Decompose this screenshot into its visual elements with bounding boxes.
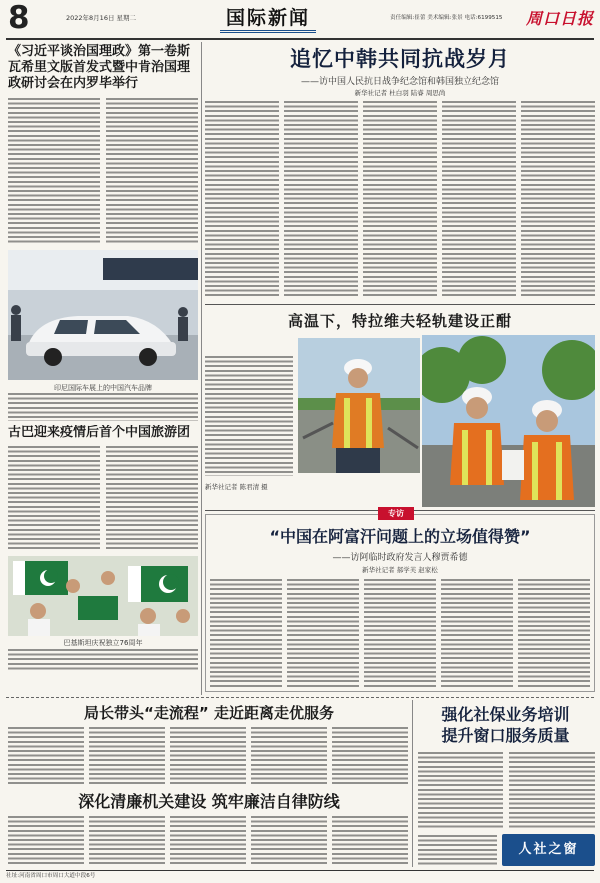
column-badge: 人社之窗	[502, 834, 595, 866]
car-photo-caption: 印尼国际车展上的中国汽车品牌	[54, 384, 152, 392]
bureau-body-col-4	[251, 727, 327, 787]
construction-worker-photo-1	[298, 338, 420, 473]
footer-address: 社址:河南省周口市周口大道中段6号	[6, 870, 594, 882]
korea-body-col-2	[284, 101, 358, 299]
car-show-photo	[8, 250, 198, 380]
interview-body-col-1	[210, 579, 282, 687]
cuba-body-col-1	[8, 446, 100, 552]
masthead-rule	[6, 38, 594, 40]
telaviv-headline: 高温下，特拉维夫轻轨建设正酣	[287, 312, 512, 330]
bureau-body-col-1	[8, 727, 84, 787]
bureau-body-col-3	[170, 727, 246, 787]
cuba-body-col-2	[106, 446, 198, 552]
car-photo-caption-body	[8, 393, 198, 421]
integrity-body-col-2	[89, 816, 165, 866]
integrity-body-col-1	[8, 816, 84, 866]
integrity-body-col-3	[170, 816, 246, 866]
newspaper-logo: 周口日报	[526, 9, 595, 28]
korea-byline: 新华社记者 杜白羽 陆睿 周思尚	[354, 89, 446, 97]
xi-book-body-col-2	[106, 98, 198, 244]
bureau-body-col-2	[89, 727, 165, 787]
korea-bottom-rule	[205, 304, 595, 305]
cuba-headline: 古巴迎来疫情后首个中国旅游团	[8, 425, 191, 440]
bureau-headline: 局长带头“走流程” 走近距离走优服务	[84, 704, 334, 722]
bottom-section-rule	[6, 697, 594, 698]
korea-body-col-5	[521, 101, 595, 299]
bottom-column-divider	[412, 700, 413, 867]
social-body-col-1	[418, 752, 503, 830]
telaviv-caption-body	[205, 356, 293, 476]
social-security-headline-line-2: 提升窗口服务质量	[441, 726, 570, 745]
interview-subtitle: ——访阿临时政府发言人穆贾希德	[332, 553, 468, 563]
interview-body-col-4	[441, 579, 513, 687]
social-body-col-3	[418, 835, 497, 865]
editor-credits: 责任编辑:崔蕾 美术编辑:张景 电话:6199515	[390, 15, 503, 21]
section-title: 国际新闻	[220, 5, 316, 33]
telaviv-photo-credit: 新华社记者 陈君清 摄	[205, 483, 268, 491]
korea-subtitle: ——访中国人民抗日战争纪念馆和韩国独立纪念馆	[300, 77, 499, 87]
interview-tag: 专访	[378, 507, 414, 520]
integrity-body-col-4	[251, 816, 327, 866]
construction-worker-photo-2	[422, 335, 595, 507]
bureau-body-col-5	[332, 727, 408, 787]
integrity-headline: 深化清廉机关建设 筑牢廉洁自律防线	[78, 792, 340, 811]
xi-book-headline: 《习近平谈治国理政》第一卷斯瓦希里文版首发式暨中肯治国理政研讨会在内罗毕举行	[8, 44, 191, 91]
xi-book-body-col-1	[8, 98, 100, 244]
pakistan-photo-caption: 巴基斯坦庆祝独立76周年	[63, 639, 143, 647]
korea-body-col-1	[205, 101, 279, 299]
integrity-body-col-5	[332, 816, 408, 866]
interview-body-col-5	[518, 579, 590, 687]
social-security-headline-line-1: 强化社保业务培训	[441, 705, 570, 724]
korea-headline: 追忆中韩共同抗战岁月	[290, 47, 510, 71]
page-number: 8	[8, 0, 30, 36]
interview-body-col-2	[287, 579, 359, 687]
interview-body-col-3	[364, 579, 436, 687]
social-body-col-2	[509, 752, 595, 830]
pakistan-photo-caption-body	[8, 649, 198, 671]
column-divider	[201, 42, 202, 695]
pakistan-celebration-photo	[8, 556, 198, 636]
korea-body-col-3	[363, 101, 437, 299]
interview-byline: 新华社记者 郝学芙 赵家松	[362, 566, 438, 574]
document	[502, 450, 524, 480]
issue-date: 2022年8月16日 星期二	[66, 14, 137, 22]
interview-headline: “中国在阿富汗问题上的立场值得赞”	[269, 527, 531, 546]
korea-body-col-4	[442, 101, 516, 299]
